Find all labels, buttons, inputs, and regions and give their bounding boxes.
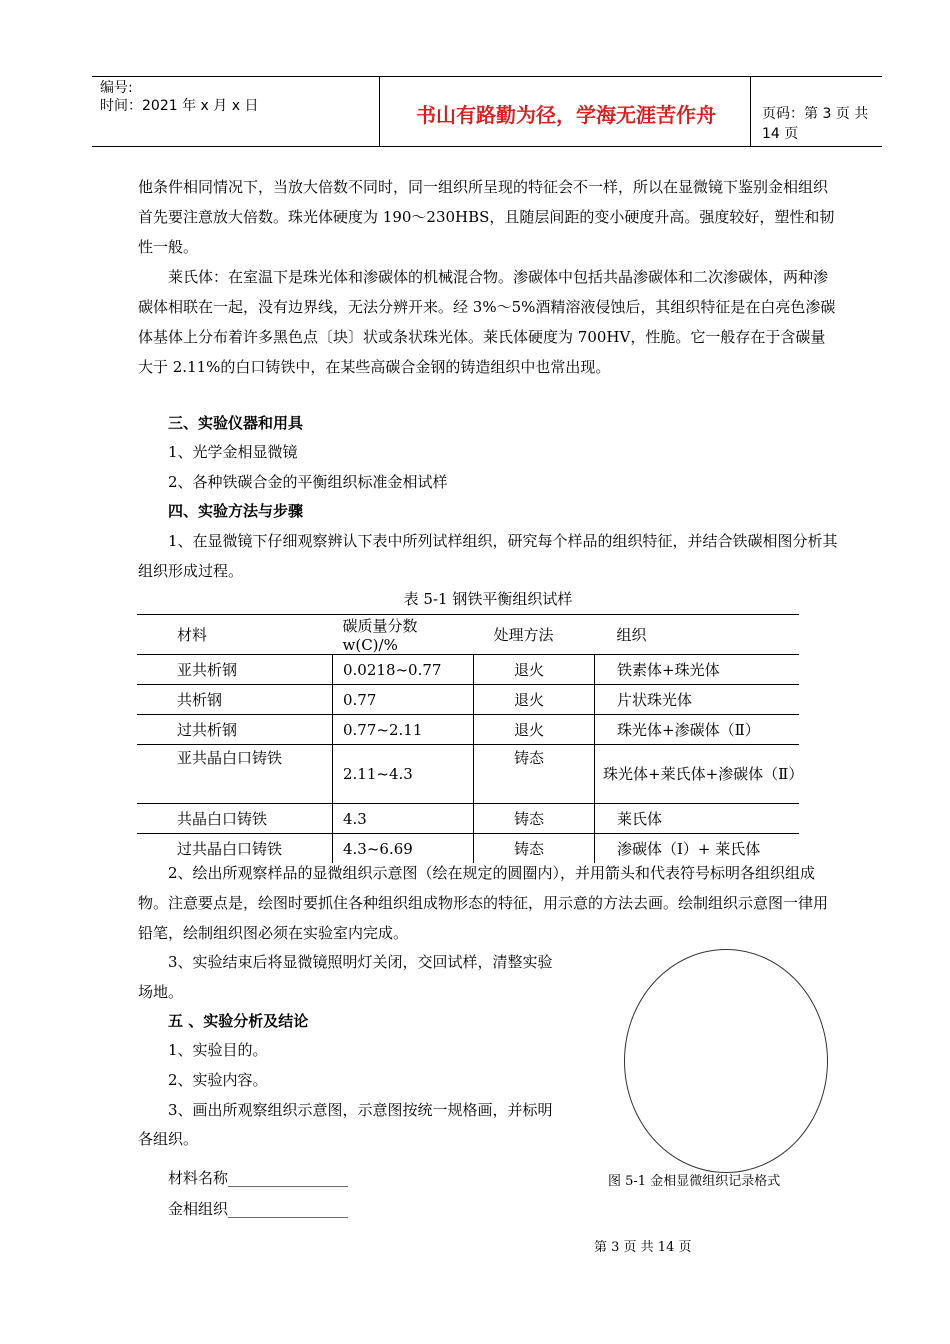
table-row	[137, 685, 799, 715]
table-row	[137, 655, 799, 685]
steel-samples-table	[137, 614, 804, 863]
treatment-cell: 铸态	[474, 745, 595, 804]
header-divider	[379, 77, 380, 146]
structure-cell: 莱氏体	[595, 804, 800, 834]
table-row	[137, 745, 799, 804]
microstructure-field: 金相组织________________	[168, 1200, 349, 1218]
structure-cell: 铁素体+珠光体	[595, 655, 800, 685]
section-5-item-1: 1、实验目的。	[168, 1041, 268, 1059]
carbon-cell: 0.77~2.11	[333, 715, 474, 745]
drawing-circle	[624, 949, 828, 1173]
section-4-title: 四、实验方法与步骤	[168, 502, 304, 520]
paragraph-ledeburite: 莱氏体：在室温下是珠光体和渗碳体的机械混合物。渗碳体中包括共晶渗碳体和二次渗碳体，两种渗碳体相联在一起，没有边界线，无法分辨开来。经 3%～5%酒精溶液侵蚀后，其组织特征是在白亮色渗碳体基体上分布着许多黑色点〔块〕状或条状珠光体。莱氏体硬度为 700HV，性脆。它一般存在于含碳量大于 2.11%的白口铸铁中，在某些高碳合金钢的铸造组织中也常出现。	[138, 268, 836, 376]
table-row	[137, 715, 799, 745]
treatment-cell: 退火	[474, 715, 595, 745]
header-motto: 书山有路勤为径，学海无涯苦作舟	[416, 103, 716, 127]
section-5-title: 五 、实验分析及结论	[168, 1012, 309, 1030]
section-4-step-3: 3、实验结束后将显微镜照明灯关闭，交回试样，清整实验	[168, 953, 553, 971]
section-5-item-3: 3、画出所观察组织示意图，示意图按统一规格画，并标明	[168, 1101, 553, 1119]
structure-cell: 片状珠光体	[595, 685, 800, 715]
header-divider	[750, 77, 751, 146]
doc-time-label: 时间：2021 年 x 月 x 日	[100, 98, 259, 114]
structure-cell: 珠光体+莱氏体+渗碳体（Ⅱ）	[595, 745, 800, 804]
treatment-cell: 铸态	[474, 804, 595, 834]
table-header-cell: 材料	[137, 615, 333, 655]
paragraph-pearlite-end: 他条件相同情况下，当放大倍数不同时，同一组织所呈现的特征会不一样，所以在显微镜下鉴别金相组织首先要注意放大倍数。珠光体硬度为 190～230HBS，且随层间距的变小硬度升高。强度较好，塑性和韧性一般。	[138, 178, 835, 256]
page-footer: 第 3 页 共 14 页	[594, 1240, 692, 1255]
treatment-cell: 退火	[474, 655, 595, 685]
section-3-item-2: 2、各种铁碳合金的平衡组织标准金相试样	[168, 473, 448, 491]
section-4-step-1: 1、在显微镜下仔细观察辨认下表中所列试样组织，研究每个样品的组织特征，并结合铁碳相图分析其组织形成过程。	[138, 532, 838, 580]
material-cell: 过共析钢	[137, 715, 333, 745]
section-5-item-2: 2、实验内容。	[168, 1071, 268, 1089]
material-cell: 过共晶白口铸铁	[137, 834, 333, 864]
material-cell: 共析钢	[137, 685, 333, 715]
doc-code-label: 编号:	[100, 80, 133, 96]
table-caption: 表 5-1 钢铁平衡组织试样	[403, 590, 573, 608]
section-3-item-1: 1、光学金相显微镜	[168, 443, 298, 461]
section-4-step-2: 2、绘出所观察样品的显微组织示意图（绘在规定的圆圈内），并用箭头和代表符号标明各组织组成物。注意要点是，绘图时要抓住各种组织组成物形态的特征，用示意的方法去画。绘制组织示意图一律用铅笔，绘制组织图必须在实验室内完成。	[138, 864, 829, 942]
table-header-row	[137, 615, 799, 655]
table-row	[137, 804, 799, 834]
material-cell: 亚共晶白口铸铁	[137, 745, 333, 804]
material-cell: 共晶白口铸铁	[137, 804, 333, 834]
header-meta	[100, 79, 258, 115]
carbon-cell: 4.3	[333, 804, 474, 834]
section-4-step-3-cont: 场地。	[138, 983, 184, 1001]
carbon-cell: 2.11~4.3	[333, 745, 474, 804]
carbon-cell: 0.77	[333, 685, 474, 715]
table-header-cell: 碳质量分数 w(C)/%	[333, 615, 474, 655]
table-header-cell: 处理方法	[474, 615, 595, 655]
material-cell: 亚共析钢	[137, 655, 333, 685]
material-name-field: 材料名称________________	[168, 1169, 349, 1187]
figure-caption: 图 5-1 金相显微组织记录格式	[608, 1174, 781, 1189]
carbon-cell: 4.3~6.69	[333, 834, 474, 864]
structure-cell: 渗碳体（Ⅰ）+ 莱氏体	[617, 840, 761, 858]
section-3-title: 三、实验仪器和用具	[168, 414, 304, 432]
treatment-cell: 退火	[474, 685, 595, 715]
header-page-number: 页码：第 3 页 共 14 页	[762, 106, 869, 142]
carbon-cell: 0.0218~0.77	[333, 655, 474, 685]
table-header-cell: 组织	[595, 615, 800, 655]
section-5-item-3-cont: 各组织。	[138, 1130, 199, 1148]
page-header	[92, 76, 882, 147]
structure-cell: 珠光体+渗碳体（Ⅱ）	[595, 715, 800, 745]
treatment-cell: 铸态	[474, 834, 595, 864]
